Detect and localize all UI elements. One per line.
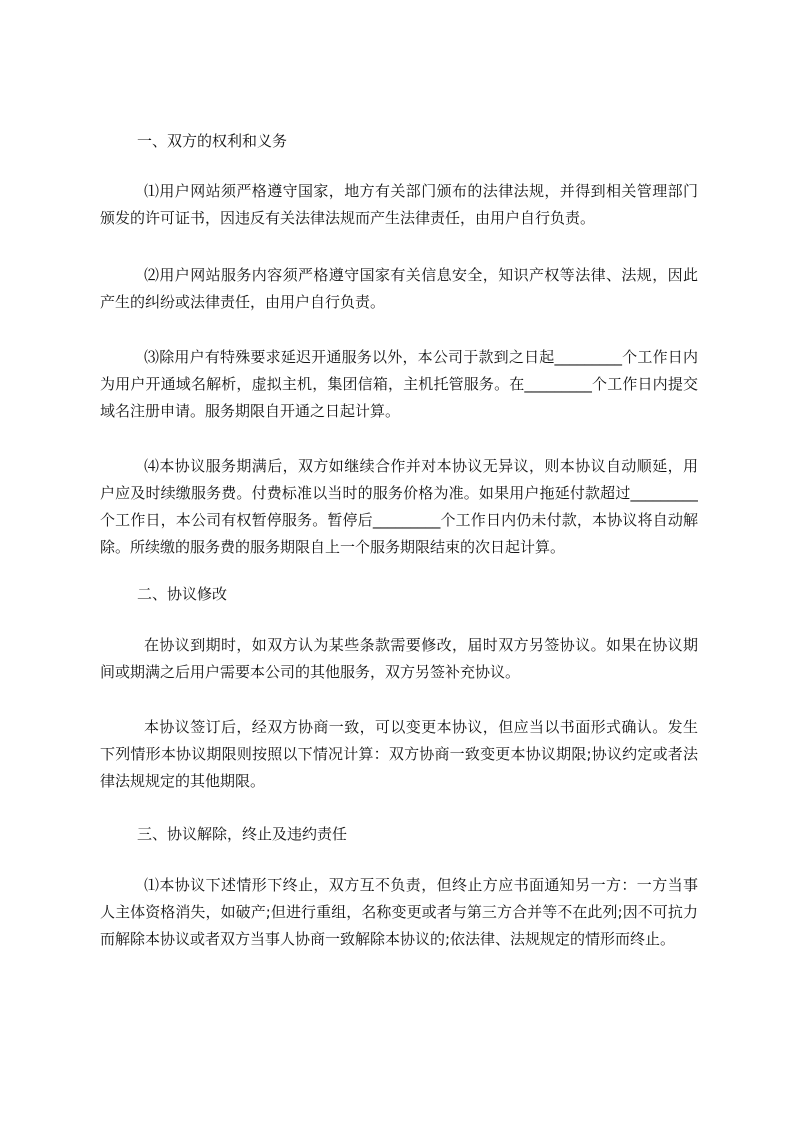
paragraph-1-1: ⑴用户网站须严格遵守国家，地方有关部门颁布的法律法规，并得到相关管理部门颁发的许可证书，因违反有关法律法规而产生法律责任，由用户自行负责。 — [100, 182, 698, 227]
paragraph-1-4: ⑷本协议服务期满后，双方如继续合作并对本协议无异议，则本协议自动顺延，用户应及时续缴服务费。付费标准以当时的服务价格为准。如果用户拖延付款超过_________个工作日，本公司有权暂停服务。暂停后_________个工作日内仍未付款，本协议将自动解除。所续缴的服务费的服务期限自上一个服务期限结束的次日起计算。 — [100, 457, 698, 556]
section-heading-termination: 三、协议解除，终止及违约责任 — [137, 825, 348, 843]
paragraph-3-1: ⑴本协议下述情形下终止，双方互不负责，但终止方应书面通知另一方：一方当事人主体资格消失，如破产;但进行重组，名称变更或者与第三方合并等不在此列;因不可抗力而解除本协议或者双方当事人协商一致解除本协议的;依法律、法规规定的情形而终止。 — [100, 876, 698, 948]
paragraph-1-2: ⑵用户网站服务内容须严格遵守国家有关信息安全，知识产权等法律、法规，因此产生的纠纷或法律责任，由用户自行负责。 — [100, 266, 698, 311]
section-heading-rights-obligations: 一、双方的权利和义务 — [137, 132, 288, 150]
paragraph-1-3: ⑶除用户有特殊要求延迟开通服务以外，本公司于款到之日起_________个工作日内为用户开通域名解析，虚拟主机，集团信箱，主机托管服务。在_________个工作日内提交域名注册申请。服务期限自开通之日起计算。 — [100, 348, 698, 420]
section-heading-amendment: 二、协议修改 — [137, 585, 228, 603]
paragraph-2-1: 在协议到期时，如双方认为某些条款需要修改，届时双方另签协议。如果在协议期间或期满之后用户需要本公司的其他服务，双方另签补充协议。 — [100, 636, 698, 681]
paragraph-2-2: 本协议签订后，经双方协商一致，可以变更本协议，但应当以书面形式确认。发生下列情形本协议期限则按照以下情况计算：双方协商一致变更本协议期限;协议约定或者法律法规规定的其他期限。 — [100, 718, 698, 790]
